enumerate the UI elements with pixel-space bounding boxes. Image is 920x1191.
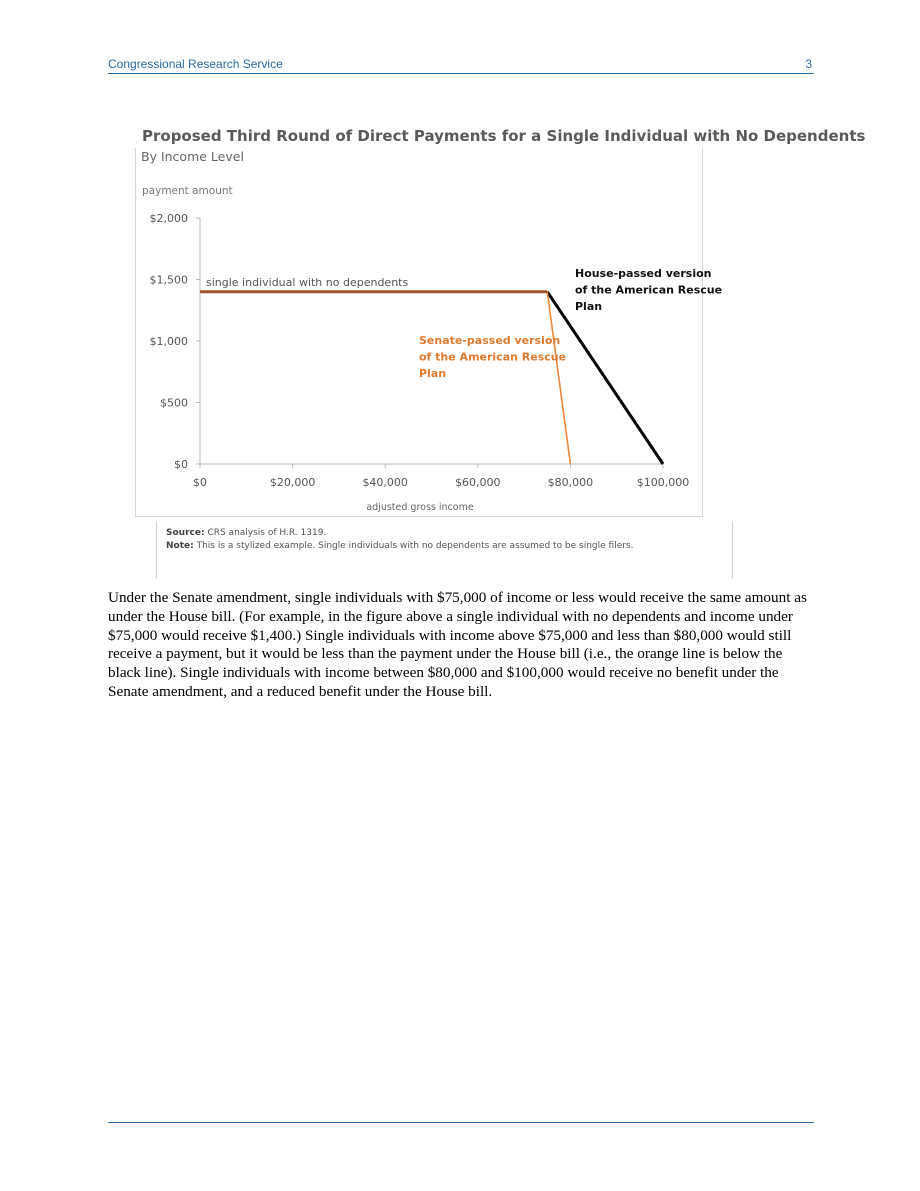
senate-label	[419, 334, 570, 380]
body-paragraph: Under the Senate amendment, single individuals with $75,000 of income or less would receive the same amount as under the House bill. (For example, in the figure above a single individual with no dependents and income under $75,000 would receive $1,400.) Single individuals with income above $75,000 and less than $80,000 would still receive a payment, but it would be less than the payment under the House bill (i.e., the orange line is below the black line). Single individuals with income between $80,000 and $100,000 would receive no benefit under the Senate amendment, and a reduced benefit under the House bill.	[108, 589, 807, 700]
x-tick-label: $40,000	[362, 476, 408, 489]
series-line-2	[547, 292, 570, 464]
house-label	[575, 267, 726, 313]
note-label: Note:	[166, 541, 194, 551]
payment-chart	[135, 148, 723, 516]
series-line-1	[547, 292, 663, 464]
house-label-line-3: Plan	[575, 300, 603, 313]
source-label: Source:	[166, 528, 205, 538]
page-number: 3	[805, 57, 812, 71]
x-axis-label: adjusted gross income	[366, 502, 474, 513]
note-text: This is a stylized example. Single individuals with no dependents are assumed to be single filers.	[196, 541, 634, 551]
figure-notes	[156, 522, 733, 578]
house-label-line-1: House-passed version	[575, 267, 712, 280]
y-tick-label: $1,500	[149, 273, 188, 287]
senate-label-line-2: of the American Rescue	[419, 350, 567, 364]
y-tick-label: $2,000	[149, 212, 188, 225]
y-tick-label: $0	[174, 458, 188, 471]
page-header	[108, 57, 814, 74]
note-line	[157, 540, 732, 553]
chart-subtitle: By Income Level	[141, 149, 244, 164]
x-tick-label: $0	[193, 476, 207, 489]
figure-title: Proposed Third Round of Direct Payments for a Single Individual with No Dependents	[142, 127, 866, 145]
source-line	[157, 522, 732, 540]
senate-label-line-1: Senate-passed version	[419, 334, 561, 347]
source-text: CRS analysis of H.R. 1319.	[207, 528, 327, 538]
y-tick-label: $1,000	[149, 335, 188, 348]
senate-label-line-3: Plan	[419, 367, 447, 380]
x-tick-label: $60,000	[455, 476, 501, 489]
x-tick-label: $20,000	[269, 476, 316, 489]
house-label-line-2: of the American Rescue	[575, 283, 723, 297]
x-tick-label: $100,000	[636, 476, 690, 489]
flat-line-label: single individual with no dependents	[206, 276, 409, 289]
y-axis-label: payment amount	[142, 185, 233, 197]
y-tick-label: $500	[160, 396, 188, 410]
x-tick-label: $80,000	[547, 476, 594, 489]
footer-rule	[108, 1122, 814, 1123]
header-org-name: Congressional Research Service	[108, 57, 283, 71]
